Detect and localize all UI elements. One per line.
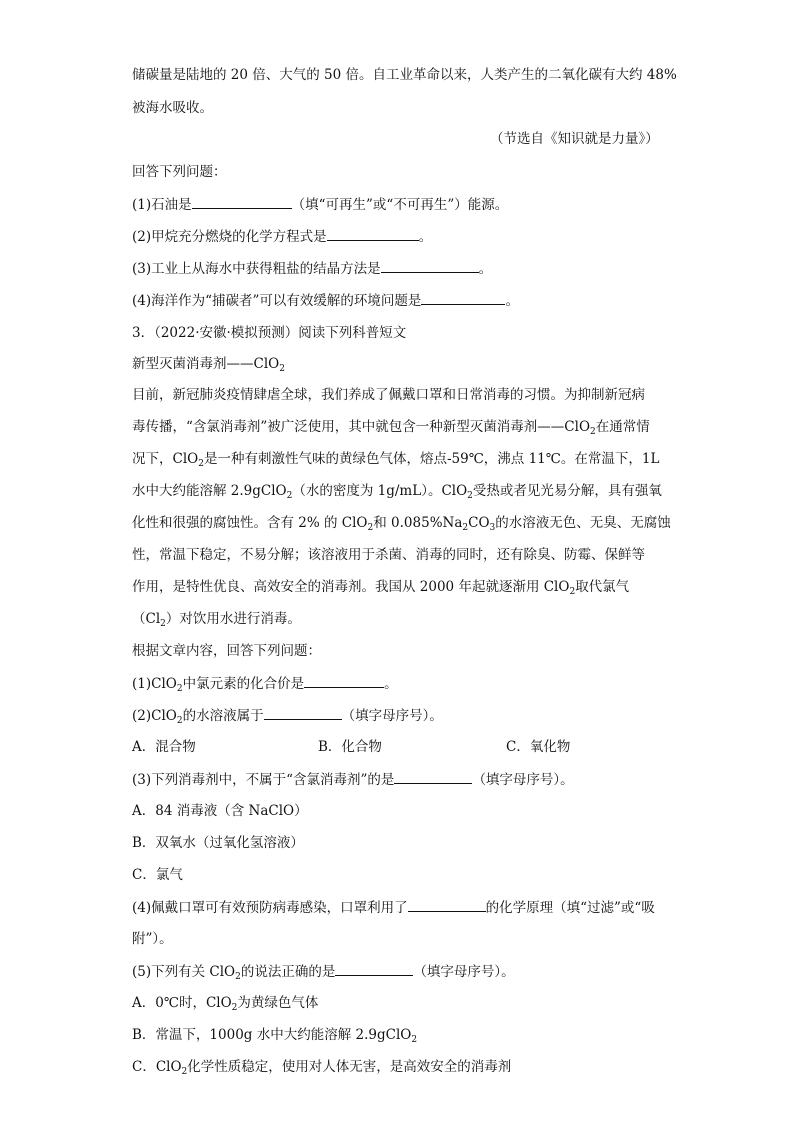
q3-sub4: (4)佩戴口罩可有效预防病毒感染，口罩利用了 的化学原理（填“过滤”或“吸 [132, 900, 655, 916]
option-c[interactable]: C．ClO$_2$化学性质稳定，使用对人体无害，是高效安全的消毒剂 [132, 1059, 512, 1077]
q3-sub4-cont: 附”）。 [132, 931, 173, 947]
q3-header: 3．（2022·安徽·模拟预测）阅读下列科普短文 [132, 325, 407, 341]
article-line: 性，常温下稳定，不易分解；该溶液用于杀菌、消毒的同时，还有除臭、防霉、保鲜等 [132, 547, 645, 563]
q3-sub5: (5)下列有关 ClO$_2$的说法正确的是 （填字母序号）。 [132, 964, 515, 982]
q3-sub2: (2)ClO$_2$的水溶液属于 （填字母序号）。 [132, 708, 443, 726]
answer-blank[interactable] [264, 706, 342, 720]
intro-line-1: 储碳量是陆地的 20 倍、大气的 50 倍。自工业革命以来，人类产生的二氧化碳有大约 48% [132, 67, 677, 83]
option-a[interactable]: A．混合物 [132, 739, 196, 755]
answer-blank[interactable] [304, 674, 384, 688]
option-a[interactable]: A．0℃时，ClO$_2$为黄绿色气体 [132, 995, 319, 1013]
article-line: 水中大约能溶解 2.9gClO$_2$（水的密度为 1g/mL）。ClO$_2$受热或者见光易分解，具有强氧 [132, 483, 662, 501]
q3-sub3: (3)下列消毒剂中，不属于“含氯消毒剂”的是 （填字母序号）。 [132, 772, 574, 788]
option-c[interactable]: C．氧化物 [506, 739, 571, 755]
answer-blank[interactable] [327, 227, 419, 241]
q2-prompt: 回答下列问题： [132, 164, 227, 180]
article-line: $(Cl_2)$对饮用水进行消毒。 [132, 611, 301, 629]
article-line: 作用，是特性优良、高效安全的消毒剂。我国从 2000 年起就逐渐用 ClO$_2$取代氯气 [132, 579, 630, 597]
option-b[interactable]: B．常温下，1000g 水中大约能溶解 2.9gClO$_2$ [132, 1027, 418, 1045]
answer-blank[interactable] [335, 962, 413, 976]
q2-sub2: (2)甲烷充分燃烧的化学方程式是 。 [132, 229, 433, 245]
option-b[interactable]: B．双氧水（过氧化氢溶液） [132, 835, 304, 851]
article-line: 化性和很强的腐蚀性。含有 2% 的 ClO$_2$和 $0.085\%Na_2CO_3$的水溶液无色、无臭、无腐蚀 [132, 515, 671, 533]
option-a[interactable]: A．84 消毒液（含 NaClO） [132, 803, 308, 819]
option-c[interactable]: C．氯气 [132, 867, 183, 883]
article-line: 目前，新冠肺炎疫情肆虐全球，我们养成了佩戴口罩和日常消毒的习惯。为抑制新冠病 [132, 387, 645, 403]
option-b[interactable]: B．化合物 [318, 739, 382, 755]
q3-prompt: 根据文章内容，回答下列问题： [132, 643, 321, 659]
answer-blank[interactable] [408, 898, 486, 912]
source-citation: （节选自《知识就是力量》） [490, 131, 659, 147]
q2-sub3: (3)工业上从海水中获得粗盐的结晶方法是 。 [132, 261, 493, 277]
answer-blank[interactable] [192, 195, 292, 209]
article-line: 况下，ClO$_2$是一种有刺激性气味的黄绿色气体，熔点-59℃，沸点 11℃。在常温下，1L [132, 451, 660, 469]
q3-sub1: (1)ClO$_2$中氯元素的化合价是 。 [132, 676, 398, 694]
q2-sub1: (1)石油是 （填“可再生”或“不可再生”）能源。 [132, 197, 509, 213]
answer-blank[interactable] [381, 259, 479, 273]
answer-blank[interactable] [421, 291, 505, 305]
q3-sub2-options [132, 738, 570, 756]
article-line: 毒传播，“含氯消毒剂”被广泛使用，其中就包含一种新型灭菌消毒剂——ClO$_2$在通常情 [132, 419, 650, 437]
answer-blank[interactable] [394, 770, 472, 784]
q3-article-title: 新型灭菌消毒剂——ClO$_2$ [132, 356, 285, 374]
intro-line-2: 被海水吸收。 [132, 100, 213, 116]
q2-sub4: (4)海洋作为“捕碳者”可以有效缓解的环境问题是 。 [132, 293, 519, 309]
